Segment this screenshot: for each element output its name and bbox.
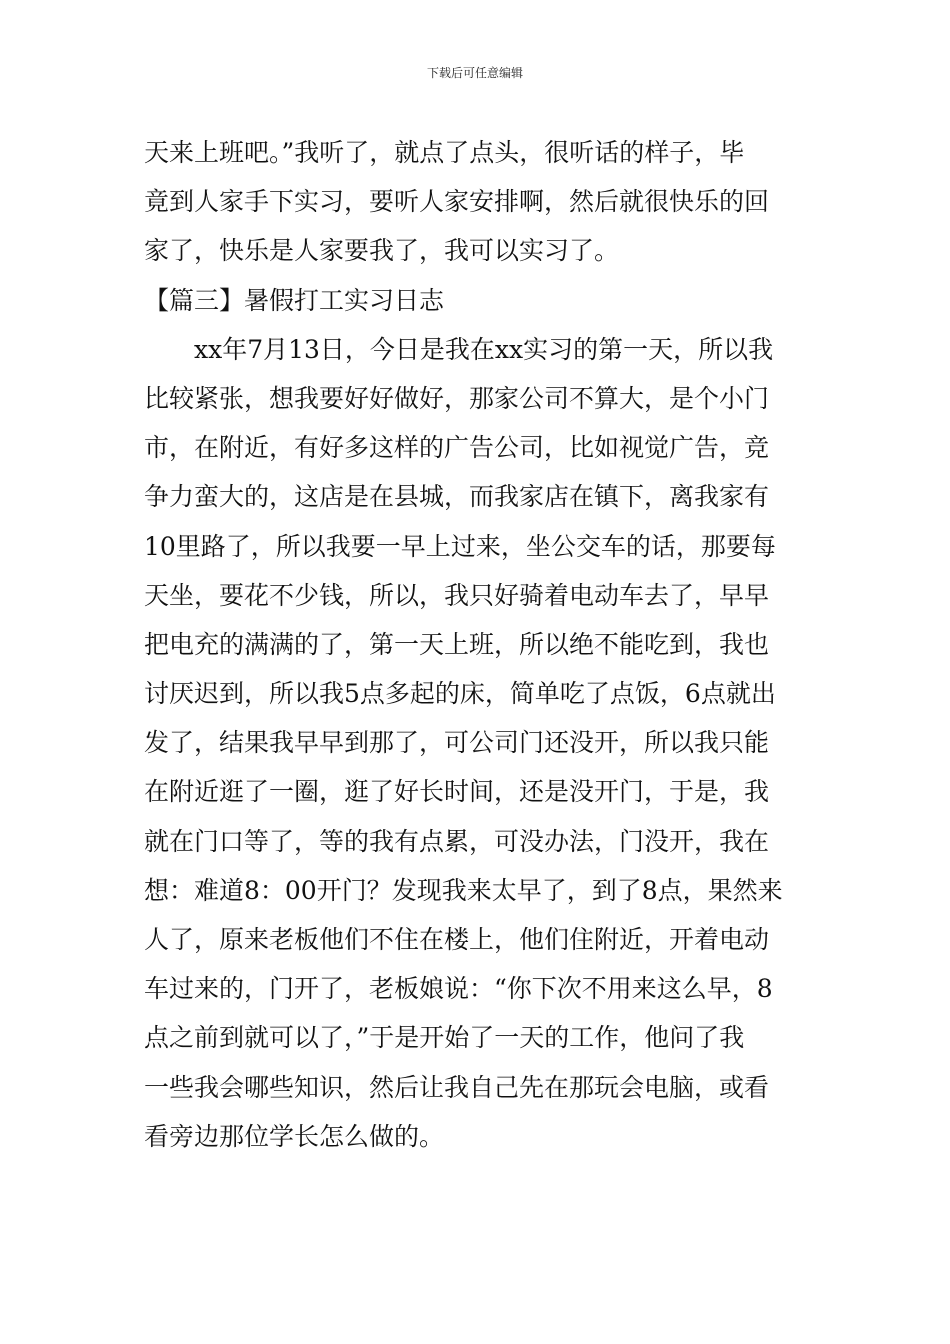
text-line: 天坐，要花不少钱，所以，我只好骑着电动车去了，早早 (144, 580, 770, 610)
text-line: 看旁边那位学长怎么做的。 (144, 1121, 445, 1151)
page-header-note: 下载后可任意编辑 (426, 66, 523, 80)
text-line: 争力蛮大的，这店是在县城，而我家店在镇下，离我家有 (144, 482, 770, 512)
section-heading: 【篇三】暑假打工实习日志 (144, 285, 445, 315)
text-line: 在附近逛了一圈，逛了好长时间，还是没开门，于是，我 (144, 777, 770, 807)
text-line: 家了，快乐是人家要我了，我可以实习了。 (144, 236, 620, 266)
text-line: 车过来的，门开了，老板娘说：“你下次不用来这么早，8 (144, 974, 773, 1004)
text-line: 发了，结果我早早到那了，可公司门还没开，所以我只能 (144, 728, 770, 758)
text-line: 比较紧张，想我要好好做好，那家公司不算大，是个小门 (144, 383, 770, 413)
text-line: 就在门口等了，等的我有点累，可没办法，门没开，我在 (144, 826, 770, 856)
text-line: 10里路了，所以我要一早上过来，坐公交车的话，那要每 (144, 531, 776, 561)
text-line: 点之前到就可以了，”于是开始了一天的工作，他问了我 (144, 1023, 745, 1053)
text-line: 竟到人家手下实习，要听人家安排啊，然后就很快乐的回 (144, 187, 770, 217)
text-line: xx年7月13日，今日是我在xx实习的第一天，所以我 (194, 334, 774, 364)
text-line: 人了，原来老板他们不住在楼上，他们住附近，开着电动 (144, 925, 770, 954)
text-line: 天来上班吧。”我听了，就点了点头，很听话的样子，毕 (144, 138, 745, 167)
text-line: 把电充的满满的了，第一天上班，所以绝不能吃到，我也 (144, 629, 770, 659)
text-line: 一些我会哪些知识，然后让我自己先在那玩会电脑，或看 (144, 1072, 770, 1102)
text-line: 想：难道8：00开门？发现我来太早了，到了8点，果然来 (144, 875, 783, 905)
text-line: 讨厌迟到，所以我5点多起的床，简单吃了点饭，6点就出 (144, 679, 776, 709)
document-body (144, 128, 806, 1161)
text-line: 市，在附近，有好多这样的广告公司，比如视觉广告，竞 (144, 433, 770, 463)
